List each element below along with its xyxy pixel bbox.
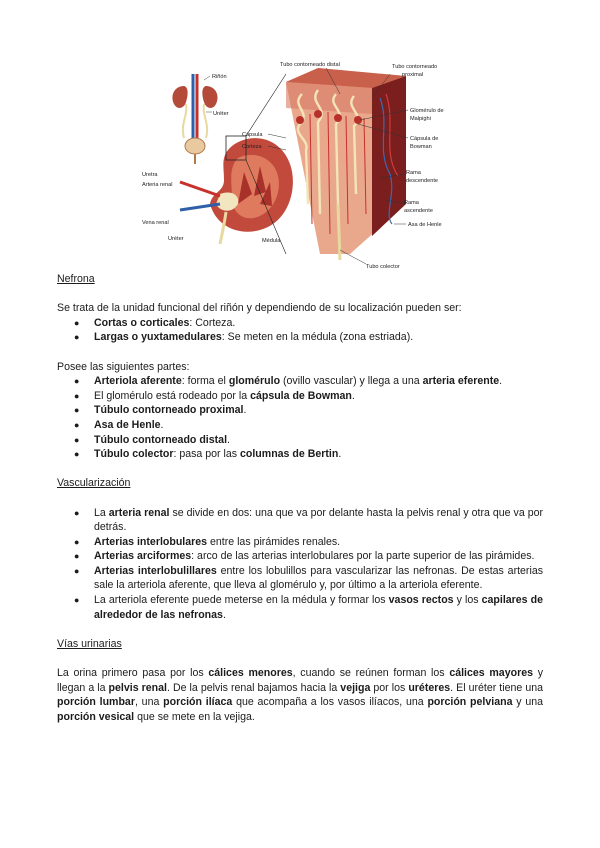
label-asa-henle: Asa de Henle xyxy=(408,222,442,228)
kidney-diagram xyxy=(140,54,470,274)
heading-nefrona: Nefrona xyxy=(57,273,95,285)
label-rama-desc-1: Rama xyxy=(406,170,421,176)
list-item: ● Túbulo contorneado proximal. xyxy=(74,404,247,417)
kidney-nephron-illustration xyxy=(140,54,470,274)
list-item: ● Túbulo colector: pasa por las columnas de Bertin. xyxy=(74,448,342,461)
heading-vascularizacion: Vascularización xyxy=(57,477,131,490)
label-tubo-distal: Tubo contorneado distal xyxy=(280,62,340,68)
label-rama-asc-1: Rama xyxy=(404,200,419,206)
list-item: ● Arterias interlobulares entre las pirámides renales. xyxy=(74,535,341,548)
document-body xyxy=(57,272,543,724)
list-item: ● La arteriola eferente puede meterse en la médula y formar los vasos rectos y los capilares de alrededor de las nefronas. xyxy=(74,594,543,621)
label-ureter: Uréter xyxy=(213,111,229,117)
label-rinon: Riñón xyxy=(212,74,227,80)
label-glomerulo-2: Malpighi xyxy=(410,116,431,122)
label-glomerulo-1: Glomérulo de xyxy=(410,108,444,114)
label-arteria-renal: Arteria renal xyxy=(142,182,173,188)
list-item: ● Arteriola aferente: forma el glomérulo (ovillo vascular) y llega a una arteria eferente. xyxy=(74,375,503,388)
label-tubo-proximal-2: proximal xyxy=(402,72,424,78)
label-capsula: Cápsula xyxy=(242,132,263,138)
nefrona-parts-intro: Posee las siguientes partes: xyxy=(57,360,190,373)
nefrona-intro: Se trata de la unidad funcional del riñón y dependiendo de su localización pueden ser: xyxy=(57,302,462,315)
label-vena-renal: Vena renal xyxy=(142,220,169,226)
urinary-system-figure xyxy=(172,74,217,164)
list-item: ● Arterias interlobulillares entre los lobulillos para vascularizar las nefronas. De estas arterias sale la arteriola aferente, que lleva al glomérulo y, por último a la arteriola eferente. xyxy=(74,564,544,592)
list-item: ● Túbulo contorneado distal. xyxy=(74,433,230,446)
label-medula: Médula xyxy=(262,238,281,244)
label-corteza: Corteza xyxy=(242,144,262,150)
list-item: ● La arteria renal se divide en dos: una que va por delante hasta la pelvis renal y otra que va por detrás. xyxy=(74,506,544,534)
list-item: ● El glomérulo está rodeado por la cápsula de Bowman. xyxy=(74,389,355,402)
nefrona-parts-list xyxy=(57,374,543,462)
label-capsula-bowman-2: Bowman xyxy=(410,144,432,150)
label-uretra: Uretra xyxy=(142,172,158,178)
list-item: ● Largas o yuxtamedulares: Se meten en la médula (zona estriada). xyxy=(74,331,414,344)
nefrona-types-list xyxy=(57,316,543,345)
list-item: ● Cortas o corticales: Corteza. xyxy=(74,316,236,329)
list-item: ● Arterias arciformes: arco de las arterias interlobulares por la parte superior de las pirámides. xyxy=(74,550,535,563)
list-item: ● Asa de Henle. xyxy=(74,418,164,431)
vascularizacion-list xyxy=(57,506,543,623)
label-ureter-bottom: Uréter xyxy=(168,236,184,242)
vias-paragraph: La orina primero pasa por los cálices menores, cuando se reúnen forman los cálices mayores y llegan a la pelvis renal. De la pelvis renal bajamos hacia la vejiga por los uréteres. El uréter tiene una porción lumbar, una porción ilíaca que acompaña a los vasos ilíacos, una porción pelviana y una porción vesical que se mete en la vejiga. xyxy=(57,667,544,723)
label-rama-asc-2: ascendente xyxy=(404,208,433,214)
label-tubo-proximal-1: Tubo contorneado xyxy=(392,64,438,70)
label-capsula-bowman-1: Cápsula de xyxy=(410,136,439,142)
label-tubo-colector: Tubo colector xyxy=(366,264,400,270)
label-rama-desc-2: descendente xyxy=(406,178,439,184)
heading-vias-urinarias: Vías urinarias xyxy=(57,637,122,650)
